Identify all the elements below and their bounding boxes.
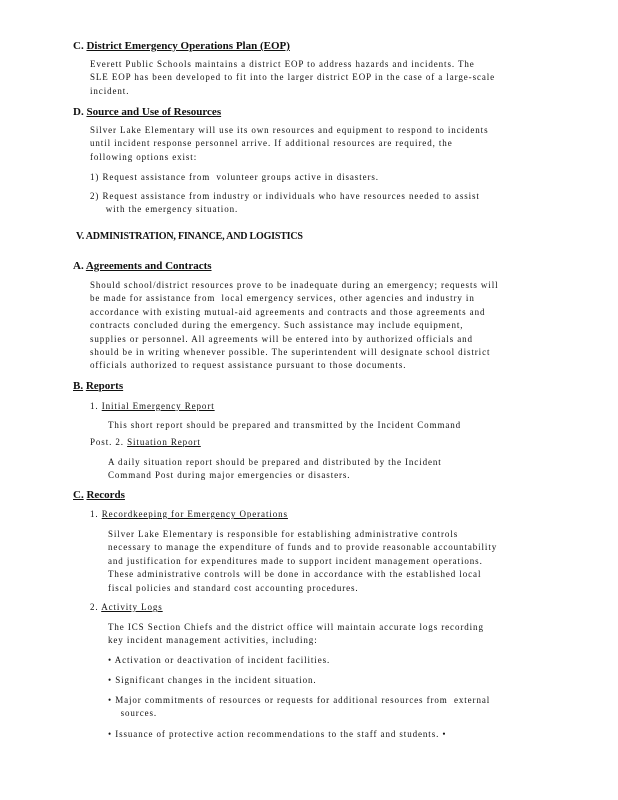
subheading-title: Initial Emergency Report (101, 401, 215, 411)
heading-records (73, 489, 125, 501)
bullet-item-significant-changes: • Significant changes in the incident situation. (108, 675, 317, 685)
paragraph-source-resources: Silver Lake Elementary will use its own resources and equipment to respond to incidents until incident response personnel arrive. If additional resources are required, the following options exist: (90, 125, 489, 162)
subheading-activity-logs (90, 602, 163, 612)
paragraph-agreements: Should school/district resources prove to be inadequate during an emergency; requests will be made for assistance from local emergency services, other agencies and industry in accordance with existing mutual-aid agreements and contracts and those agreements and contracts concluded during the emergency. Such assistance may include equipment, supplies or personnel. All agreements will be entered into by authorized officials and should be in writing whenever possible. The superintendent will designate school district officials authorized to request assistance pursuant to those documents. (90, 280, 499, 371)
subheading-recordkeeping (90, 509, 288, 519)
subheading-title: Situation Report (127, 437, 201, 447)
subheading-number: Post. 2. (90, 437, 124, 447)
heading-letter: C. (73, 489, 84, 501)
paragraph-situation-report: A daily situation report should be prepared and distributed by the Incident Command Post during major emergencies or disasters. (108, 457, 442, 481)
heading-letter: D. (73, 106, 84, 118)
heading-title: Agreements and Contracts (85, 260, 212, 272)
subheading-initial-report (90, 401, 215, 411)
heading-agreements (73, 260, 212, 272)
heading-title: Reports (85, 380, 124, 392)
bullet-item-commitments: • Major commitments of resources or requests for additional resources from external sources. (108, 695, 491, 719)
bullet-item-protective-actions: • Issuance of protective action recommendations to the staff and students. • (108, 729, 447, 739)
subheading-number: 1. (90, 509, 99, 519)
subheading-number: 2. (90, 602, 99, 612)
paragraph-activity-logs: The ICS Section Chiefs and the district office will maintain accurate logs recording key incident management activities, including: (108, 622, 484, 646)
paragraph-recordkeeping: Silver Lake Elementary is responsible for establishing administrative controls necessary to manage the expenditure of funds and to provide reasonable accountability and justification for expenditures made to support incident management operations. These administrative controls will be done in accordance with the established local fiscal policies and standard cost accounting procedures. (108, 529, 498, 593)
bullet-item-facilities: • Activation or deactivation of incident facilities. (108, 655, 331, 665)
heading-letter: C. (73, 40, 84, 52)
paragraph-district-eop: Everett Public Schools maintains a district EOP to address hazards and incidents. The SLE EOP has been developed to fit into the larger district EOP in the case of a large-scale incident. (90, 59, 496, 96)
heading-reports (73, 380, 123, 392)
list-item-option-2: 2) Request assistance from industry or individuals who have resources needed to assist with the emergency situation. (90, 191, 480, 215)
subheading-title: Recordkeeping for Emergency Operations (101, 509, 288, 519)
section-heading-administration: V. ADMINISTRATION, FINANCE, AND LOGISTICS (76, 231, 303, 242)
paragraph-initial-report: This short report should be prepared and transmitted by the Incident Command (108, 420, 462, 430)
heading-letter: A. (73, 260, 84, 272)
list-item-option-1: 1) Request assistance from volunteer groups active in disasters. (90, 172, 379, 182)
heading-title: Records (86, 489, 125, 501)
heading-letter: B. (73, 380, 84, 392)
subheading-number: 1. (90, 401, 99, 411)
subheading-situation-report (90, 437, 201, 447)
heading-source-resources (73, 106, 221, 118)
subheading-title: Activity Logs (101, 602, 163, 612)
heading-title: District Emergency Operations Plan (EOP) (86, 40, 290, 52)
heading-district-eop (73, 40, 290, 52)
heading-title: Source and Use of Resources (86, 106, 222, 118)
